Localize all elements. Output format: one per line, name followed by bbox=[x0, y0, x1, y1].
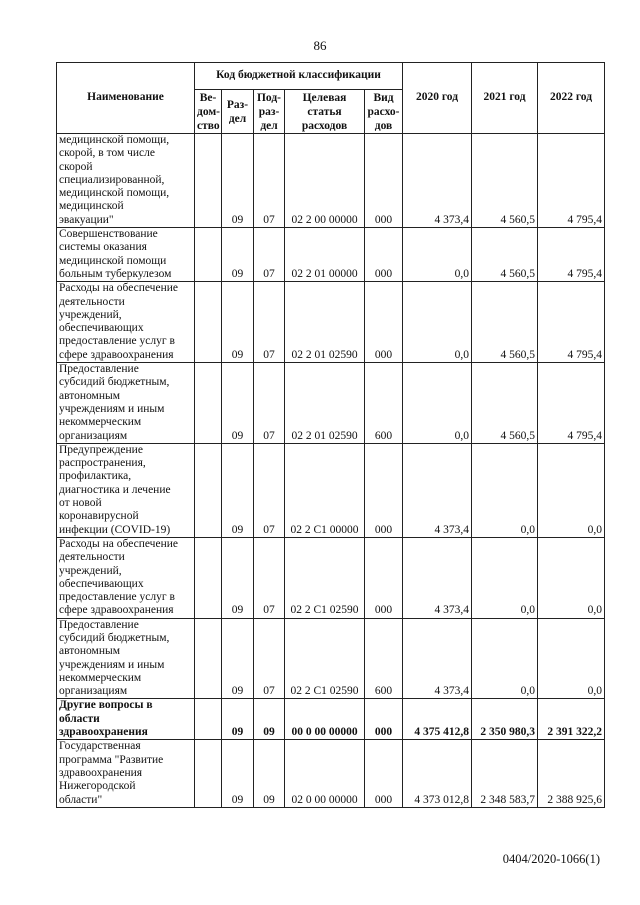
expense-type-cell: 000 bbox=[365, 699, 403, 740]
amount-2021-cell: 0,0 bbox=[472, 537, 538, 618]
table-row bbox=[57, 282, 605, 363]
table-row bbox=[57, 228, 605, 282]
amount-2021-cell: 0,0 bbox=[472, 618, 538, 699]
vedomstvo-cell bbox=[195, 443, 222, 537]
target-article-cell: 02 2 01 02590 bbox=[285, 282, 365, 363]
name-cell: Другие вопросы в области здравоохранения bbox=[57, 699, 195, 740]
document-code: 0404/2020-1066(1) bbox=[502, 852, 600, 866]
expense-type-cell: 600 bbox=[365, 363, 403, 444]
amount-2021-cell: 2 350 980,3 bbox=[472, 699, 538, 740]
name-cell: Расходы на обеспечение деятельности учреждений, обеспечивающих предоставление услуг в сфере здравоохранения bbox=[57, 537, 195, 618]
podrazdel-cell: 07 bbox=[254, 134, 285, 228]
podrazdel-cell: 07 bbox=[254, 228, 285, 282]
expense-type-cell: 000 bbox=[365, 282, 403, 363]
target-article-cell: 02 2 C1 02590 bbox=[285, 618, 365, 699]
podrazdel-cell: 07 bbox=[254, 537, 285, 618]
table-row bbox=[57, 443, 605, 537]
podrazdel-cell: 07 bbox=[254, 282, 285, 363]
expense-type-cell: 000 bbox=[365, 134, 403, 228]
target-article-cell: 02 2 C1 02590 bbox=[285, 537, 365, 618]
amount-2022-cell: 0,0 bbox=[538, 443, 605, 537]
amount-2021-cell: 2 348 583,7 bbox=[472, 740, 538, 807]
amount-2020-cell: 0,0 bbox=[403, 282, 472, 363]
amount-2020-cell: 4 375 412,8 bbox=[403, 699, 472, 740]
name-cell: Предоставление субсидий бюджетным, автономным учреждениям и иным некоммерческим организациям bbox=[57, 363, 195, 444]
amount-2020-cell: 4 373,4 bbox=[403, 134, 472, 228]
target-article-cell: 02 2 01 00000 bbox=[285, 228, 365, 282]
table-row bbox=[57, 363, 605, 444]
amount-2021-cell: 4 560,5 bbox=[472, 282, 538, 363]
page-number: 86 bbox=[313, 38, 327, 53]
amount-2022-cell: 4 795,4 bbox=[538, 282, 605, 363]
razdel-cell: 09 bbox=[222, 699, 254, 740]
table-body bbox=[57, 134, 605, 808]
razdel-cell: 09 bbox=[222, 443, 254, 537]
name-cell: Расходы на обеспечение деятельности учреждений, обеспечивающих предоставление услуг в сфере здравоохранения bbox=[57, 282, 195, 363]
table-row bbox=[57, 740, 605, 807]
razdel-cell: 09 bbox=[222, 618, 254, 699]
amount-2021-cell: 4 560,5 bbox=[472, 134, 538, 228]
amount-2021-cell: 4 560,5 bbox=[472, 363, 538, 444]
amount-2022-cell: 4 795,4 bbox=[538, 228, 605, 282]
vedomstvo-cell bbox=[195, 134, 222, 228]
header-razdel: Раз- дел bbox=[222, 90, 254, 134]
name-cell: Предоставление субсидий бюджетным, автономным учреждениям и иным некоммерческим организациям bbox=[57, 618, 195, 699]
table-row bbox=[57, 134, 605, 228]
vedomstvo-cell bbox=[195, 363, 222, 444]
expense-type-cell: 000 bbox=[365, 537, 403, 618]
amount-2022-cell: 2 391 322,2 bbox=[538, 699, 605, 740]
razdel-cell: 09 bbox=[222, 740, 254, 807]
podrazdel-cell: 07 bbox=[254, 363, 285, 444]
razdel-cell: 09 bbox=[222, 363, 254, 444]
amount-2020-cell: 4 373,4 bbox=[403, 443, 472, 537]
name-cell: Государственная программа "Развитие здравоохранения Нижегородской области" bbox=[57, 740, 195, 807]
name-cell: медицинской помощи, скорой, в том числе скорой специализированной, медицинской помощи, медицинской эвакуации" bbox=[57, 134, 195, 228]
header-target-article: Целевая статья расходов bbox=[285, 90, 365, 134]
expense-type-cell: 000 bbox=[365, 443, 403, 537]
target-article-cell: 00 0 00 00000 bbox=[285, 699, 365, 740]
header-expense-type: Вид расхо- дов bbox=[365, 90, 403, 134]
name-cell: Совершенствование системы оказания медицинской помощи больным туберкулезом bbox=[57, 228, 195, 282]
target-article-cell: 02 0 00 00000 bbox=[285, 740, 365, 807]
budget-table bbox=[56, 62, 605, 808]
podrazdel-cell: 07 bbox=[254, 443, 285, 537]
amount-2020-cell: 4 373,4 bbox=[403, 537, 472, 618]
expense-type-cell: 000 bbox=[365, 228, 403, 282]
podrazdel-cell: 09 bbox=[254, 699, 285, 740]
amount-2020-cell: 4 373,4 bbox=[403, 618, 472, 699]
header-name: Наименование bbox=[57, 63, 195, 134]
razdel-cell: 09 bbox=[222, 134, 254, 228]
vedomstvo-cell bbox=[195, 740, 222, 807]
header-2021: 2021 год bbox=[472, 63, 538, 134]
razdel-cell: 09 bbox=[222, 282, 254, 363]
header-budget-code-group: Код бюджетной классификации bbox=[195, 63, 403, 90]
vedomstvo-cell bbox=[195, 618, 222, 699]
vedomstvo-cell bbox=[195, 699, 222, 740]
amount-2020-cell: 0,0 bbox=[403, 363, 472, 444]
vedomstvo-cell bbox=[195, 228, 222, 282]
razdel-cell: 09 bbox=[222, 537, 254, 618]
table-header-row bbox=[57, 63, 605, 90]
podrazdel-cell: 07 bbox=[254, 618, 285, 699]
amount-2022-cell: 2 388 925,6 bbox=[538, 740, 605, 807]
amount-2022-cell: 0,0 bbox=[538, 537, 605, 618]
table-row bbox=[57, 699, 605, 740]
table-row bbox=[57, 618, 605, 699]
expense-type-cell: 000 bbox=[365, 740, 403, 807]
vedomstvo-cell bbox=[195, 537, 222, 618]
header-2020: 2020 год bbox=[403, 63, 472, 134]
target-article-cell: 02 2 00 00000 bbox=[285, 134, 365, 228]
expense-type-cell: 600 bbox=[365, 618, 403, 699]
table-row bbox=[57, 537, 605, 618]
header-vedomstvo: Ве- дом- ство bbox=[195, 90, 222, 134]
target-article-cell: 02 2 C1 00000 bbox=[285, 443, 365, 537]
amount-2022-cell: 4 795,4 bbox=[538, 363, 605, 444]
vedomstvo-cell bbox=[195, 282, 222, 363]
target-article-cell: 02 2 01 02590 bbox=[285, 363, 365, 444]
amount-2021-cell: 0,0 bbox=[472, 443, 538, 537]
razdel-cell: 09 bbox=[222, 228, 254, 282]
amount-2022-cell: 4 795,4 bbox=[538, 134, 605, 228]
amount-2021-cell: 4 560,5 bbox=[472, 228, 538, 282]
amount-2020-cell: 4 373 012,8 bbox=[403, 740, 472, 807]
header-2022: 2022 год bbox=[538, 63, 605, 134]
name-cell: Предупреждение распространения, профилактика, диагностика и лечение от новой коронавирусной инфекции (COVID-19) bbox=[57, 443, 195, 537]
podrazdel-cell: 09 bbox=[254, 740, 285, 807]
amount-2020-cell: 0,0 bbox=[403, 228, 472, 282]
amount-2022-cell: 0,0 bbox=[538, 618, 605, 699]
header-podrazdel: Под- раз- дел bbox=[254, 90, 285, 134]
